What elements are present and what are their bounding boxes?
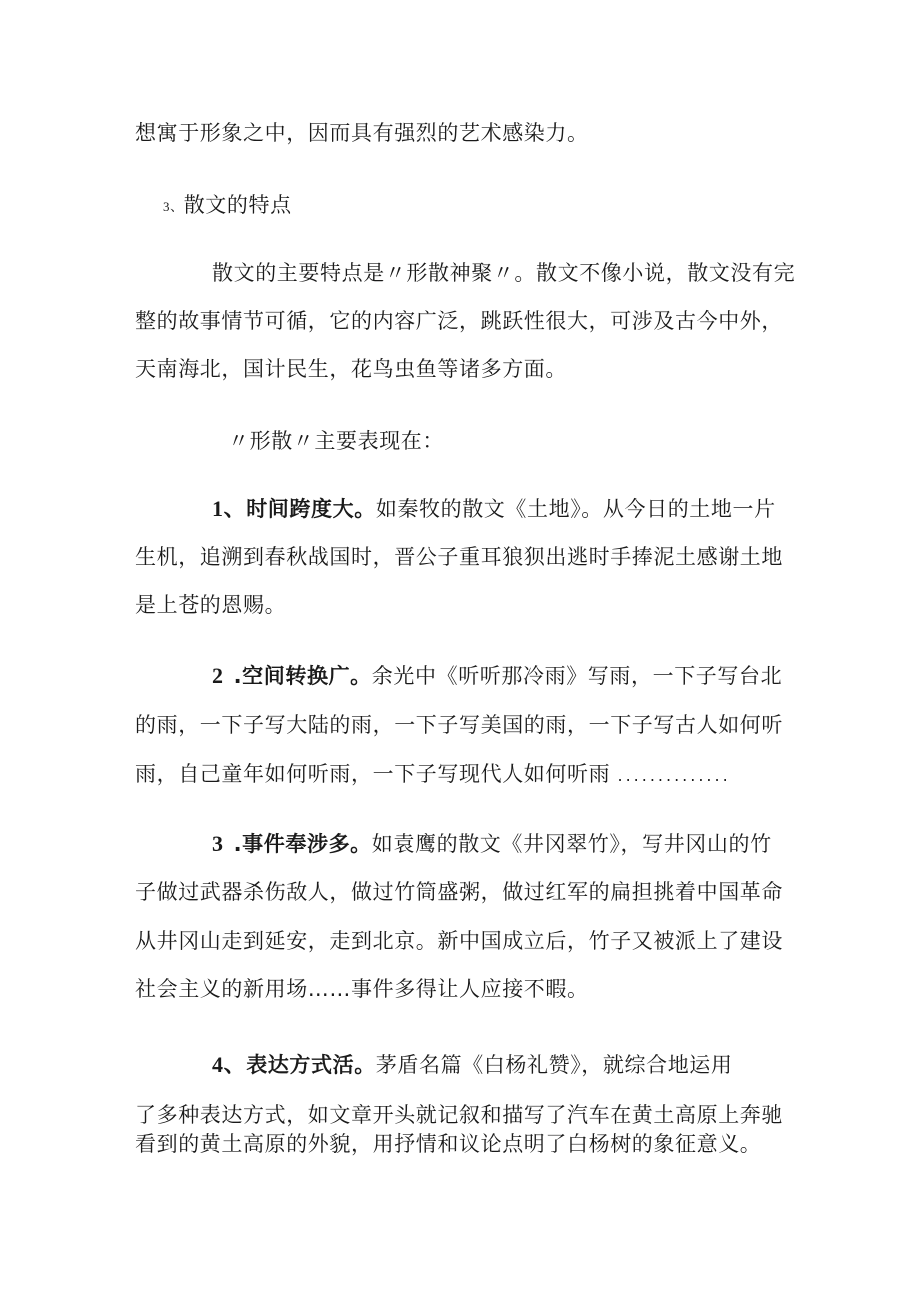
text: 了多种表达方式，如文章开头就记叙和描写了汽车在黄土高原上奔驰: [135, 1103, 783, 1127]
text: 茅盾名篇《白杨礼赞》，就综合地运用: [375, 1053, 733, 1077]
paragraph-line: [135, 590, 795, 620]
heading-number: 3、: [163, 199, 184, 214]
paragraph-line: [135, 877, 795, 907]
paragraph-line: [228, 426, 888, 456]
item-title: 时间跨度大。: [246, 497, 376, 521]
item-title: .事件奉涉多。: [233, 832, 372, 856]
item-number: 4、: [212, 1052, 247, 1077]
item-number: 3: [212, 831, 224, 856]
paragraph-line: [135, 710, 795, 740]
text: 的雨，一下子写大陆的雨，一下子写美国的雨，一下子写古人如何听: [135, 713, 783, 737]
text: 天南海北，国计民生，花鸟虫鱼等诸多方面。: [135, 357, 567, 381]
text: 如袁鹰的散文《井冈翠竹》，写井冈山的竹: [371, 832, 772, 856]
item-title: 表达方式活。: [246, 1053, 376, 1077]
paragraph-line: [135, 306, 795, 336]
item-number: 1、: [212, 496, 247, 521]
paragraph-line: [135, 542, 795, 572]
text: 是上苍的恩赐。: [135, 593, 287, 617]
text: 生机，追溯到春秋战国时，晋公子重耳狼狈出逃时手捧泥土感谢土地: [135, 545, 783, 569]
paragraph-line: [135, 118, 795, 148]
section-heading: [163, 190, 823, 222]
list-item-1: [212, 494, 795, 524]
paragraph-line: [135, 1100, 795, 1130]
text: 子做过武器杀伤敌人，做过竹筒盛粥，做过红军的扁担挑着中国革命: [135, 880, 783, 904]
paragraph-line: [135, 1129, 795, 1159]
list-item-3: [212, 829, 795, 859]
text: 散文的主要特点是〃形散神聚〃。散文不像小说，散文没有完: [212, 261, 796, 285]
text: 〃形散〃主要表现在：: [228, 429, 444, 453]
paragraph-line: [135, 926, 795, 956]
paragraph-line: [135, 974, 795, 1004]
text: 整的故事情节可循，它的内容广泛，跳跃性很大，可涉及古今中外，: [135, 309, 783, 333]
item-number: 2: [212, 663, 224, 688]
list-item-4: [212, 1050, 795, 1080]
text: 雨，自己童年如何听雨，一下子写现代人如何听雨: [135, 762, 611, 786]
text: 如秦牧的散文《土地》。从今日的土地一片: [375, 497, 776, 521]
paragraph-line: [212, 258, 795, 288]
text: 社会主义的新用场……事件多得让人应接不暇。: [135, 977, 589, 1001]
item-title: .空间转换广。: [233, 664, 372, 688]
text: 余光中《听听那冷雨》写雨，一下子写台北: [371, 664, 783, 688]
list-item-2: [212, 661, 795, 691]
text: 想寓于形象之中，因而具有强烈的艺术感染力。: [135, 121, 589, 145]
text: 看到的黄土高原的外貌，用抒情和议论点明了白杨树的象征意义。: [135, 1132, 762, 1156]
text: 从井冈山走到延安，走到北京。新中国成立后，竹子又被派上了建设: [135, 929, 783, 953]
paragraph-line: [135, 759, 795, 791]
ellipsis-dots: ..............: [617, 766, 731, 785]
heading-title: 散文的特点: [183, 193, 292, 217]
paragraph-line: [135, 354, 795, 384]
